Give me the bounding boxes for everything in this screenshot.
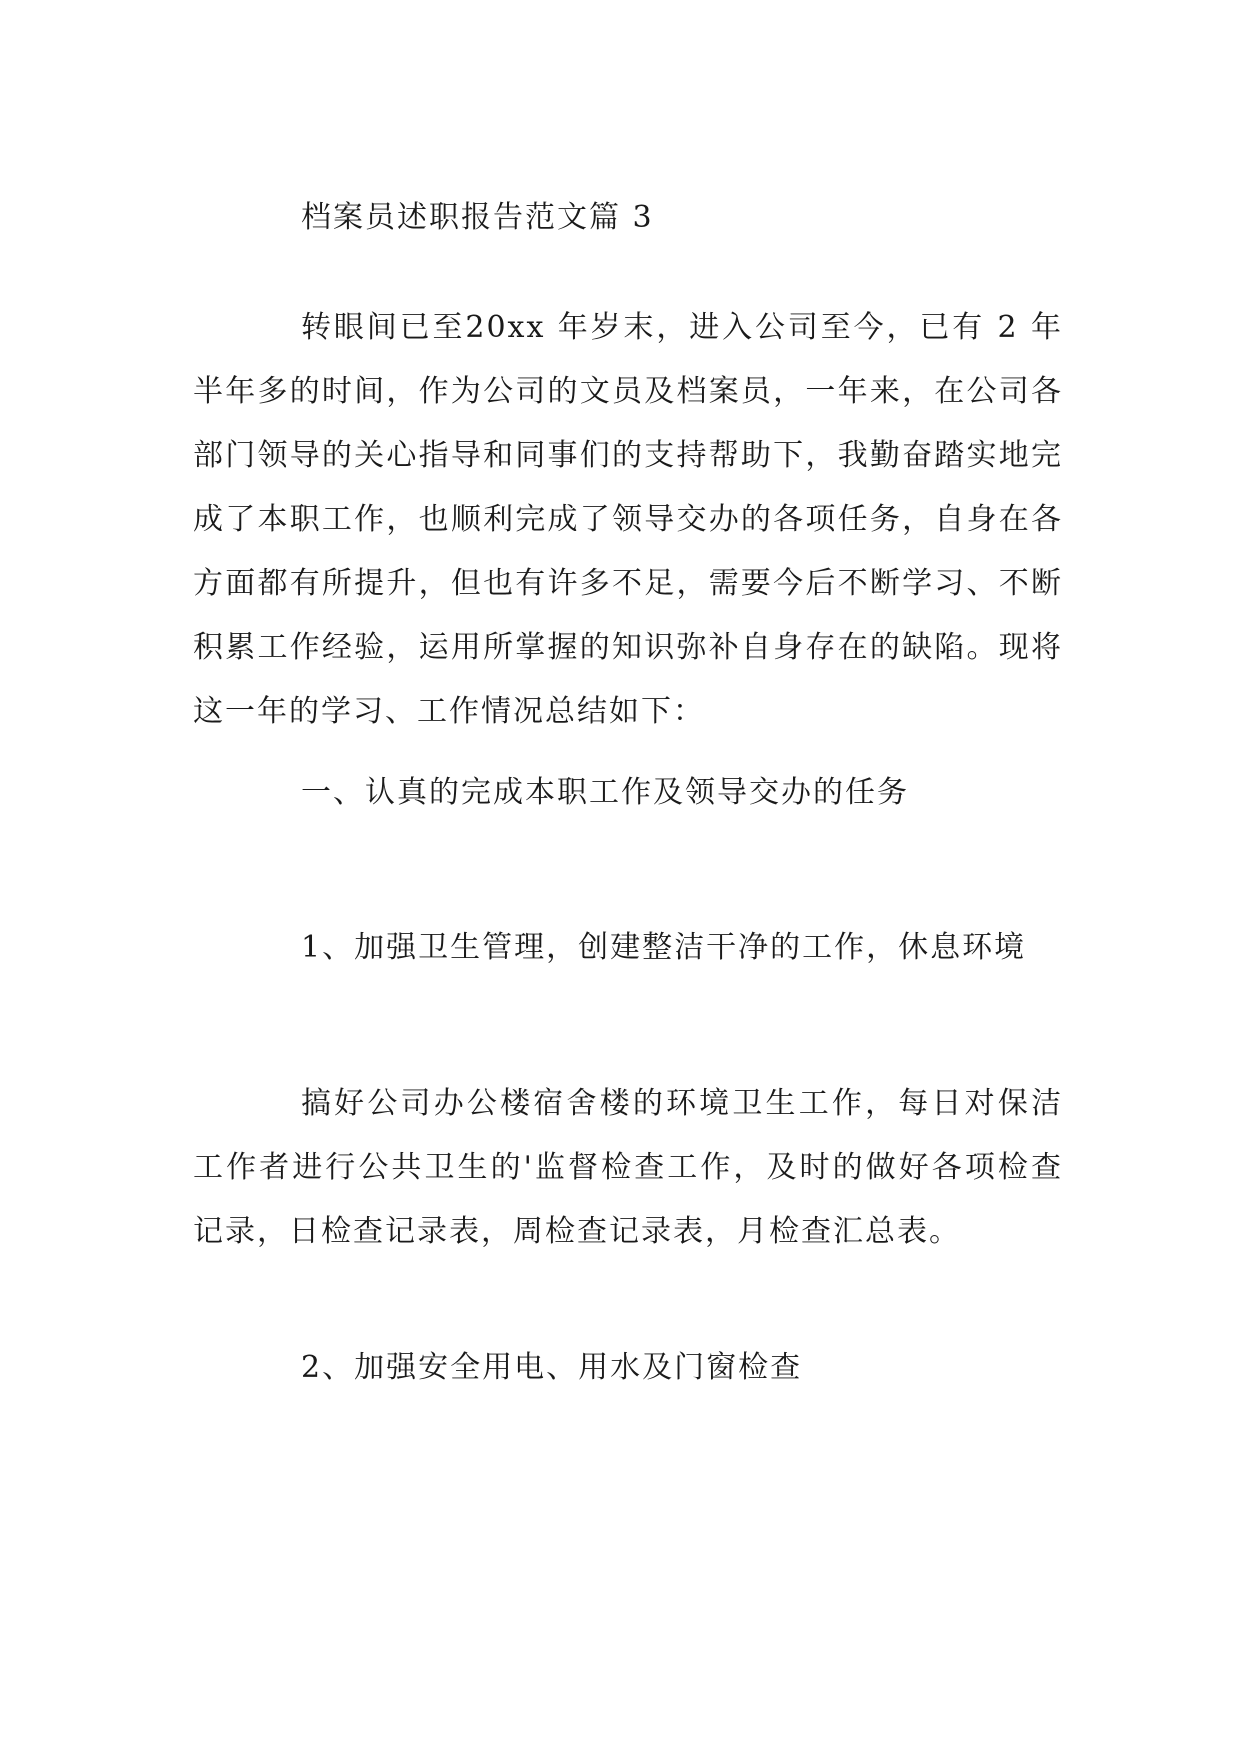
- section-heading-1: 一、认真的完成本职工作及领导交办的任务: [301, 775, 909, 810]
- intro-paragraph: 转眼间已至20xx 年岁末，进入公司至今，已有 2 年半年多的时间，作为公司的文员及档案员，一年来，在公司各部门领导的关心指导和同事们的支持帮助下，我勤奋踏实地完成了本职工作，也顺利完成了领导交办的各项任务，自身在各方面都有所提升，但也有许多不足，需要今后不断学习、不断积累工作经验，运用所掌握的知识弥补自身存在的缺陷。现将这一年的学习、工作情况总结如下：: [193, 310, 1063, 729]
- document-title: 档案员述职报告范文篇 3: [301, 200, 654, 235]
- item-heading-2: 2、加强安全用电、用水及门窗检查: [301, 1350, 803, 1385]
- item-heading-1: 1、加强卫生管理，创建整洁干净的工作，休息环境: [301, 930, 1027, 965]
- item-body-1: 搞好公司办公楼宿舍楼的环境卫生工作，每日对保洁工作者进行公共卫生的'监督检查工作，及时的做好各项检查记录，日检查记录表，周检查记录表，月检查汇总表。: [193, 1086, 1063, 1249]
